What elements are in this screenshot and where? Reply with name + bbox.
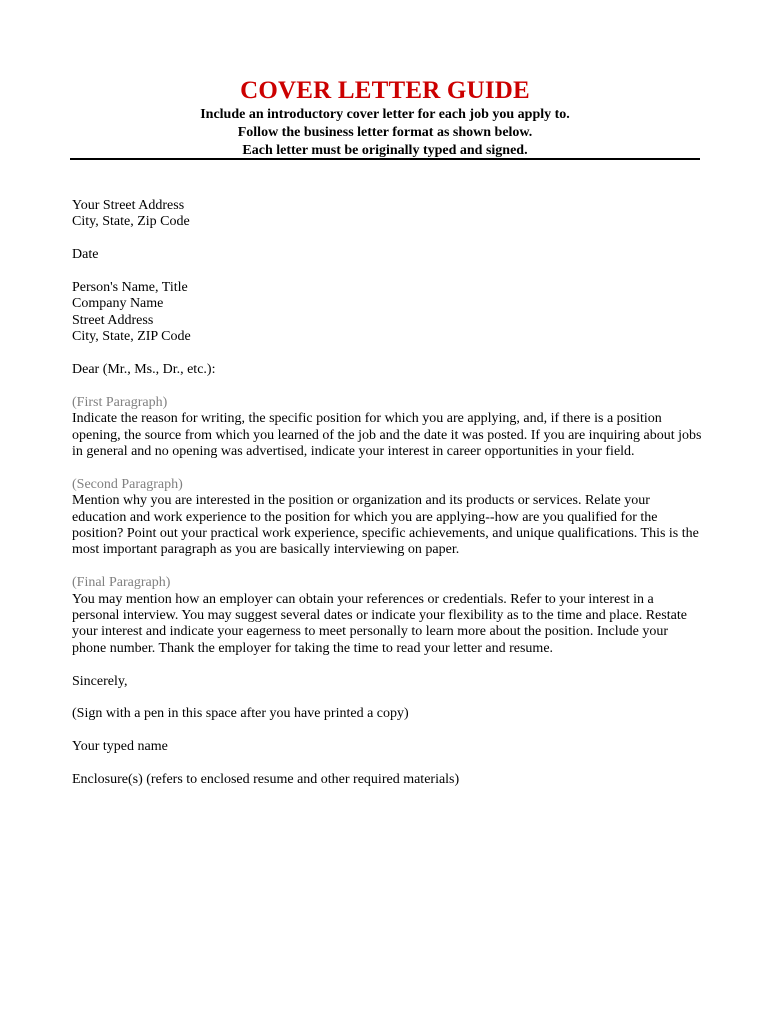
paragraph-line: Indicate the reason for writing, the specific position for which you are applying, and, if there is a position — [72, 411, 662, 427]
paragraph-line: in general and no opening was advertised, indicate your interest in career opportunities in your field. — [72, 444, 635, 460]
sender-city-state-zip: City, State, Zip Code — [72, 214, 190, 230]
paragraph-line: your interest and indicate your eagerness to meet personally to learn more about the position. Include your — [72, 624, 668, 640]
salutation — [72, 362, 702, 378]
second-paragraph-label: (Second Paragraph) — [72, 476, 183, 492]
subtitle-line-1: Include an introductory cover letter for each job you apply to. — [200, 107, 570, 122]
closing — [72, 674, 702, 690]
final-paragraph — [72, 575, 702, 657]
document-title: COVER LETTER GUIDE — [240, 77, 530, 104]
letter-date — [72, 247, 702, 263]
recipient-city-state-zip: City, State, ZIP Code — [72, 329, 191, 345]
document-header — [70, 76, 700, 160]
first-paragraph — [72, 395, 702, 461]
paragraph-line: position? Point out your practical work experience, specific achievements, and unique qualifications. This is the — [72, 526, 699, 542]
sender-street: Your Street Address — [72, 198, 185, 213]
recipient-company: Company Name — [72, 296, 164, 312]
typed-name-text: Your typed name — [72, 739, 168, 755]
paragraph-line: opening, the source from which you learned of the job and the date it was posted. If you are inquiring about jobs — [72, 427, 702, 443]
paragraph-line: You may mention how an employer can obtain your references or credentials. Refer to your interest in a — [72, 591, 654, 607]
paragraph-line: most important paragraph as you are basically interviewing on paper. — [72, 542, 460, 558]
paragraph-line: Mention why you are interested in the position or organization and its products or services. Relate your — [72, 493, 650, 509]
paragraph-line: education and work experience to the position for which you are applying--how are you qualified for the — [72, 509, 658, 525]
subtitle-line-2: Follow the business letter format as shown below. — [237, 125, 533, 140]
recipient-address — [72, 280, 702, 346]
enclosure-text: Enclosure(s) (refers to enclosed resume and other required materials) — [72, 772, 460, 788]
paragraph-line: personal interview. You may suggest several dates or indicate your flexibility as to the time and place. Restate — [72, 608, 687, 624]
date-text: Date — [72, 247, 99, 263]
signature-note — [72, 706, 702, 722]
header-divider — [70, 158, 700, 160]
sender-address — [72, 198, 702, 231]
enclosure — [72, 772, 702, 788]
typed-name — [72, 739, 702, 755]
signature-note-text: (Sign with a pen in this space after you have printed a copy) — [72, 706, 409, 722]
second-paragraph — [72, 477, 702, 559]
recipient-street: Street Address — [72, 312, 154, 328]
recipient-name-title: Person's Name, Title — [72, 280, 188, 295]
salutation-text: Dear (Mr., Ms., Dr., etc.): — [72, 362, 216, 378]
closing-text: Sincerely, — [72, 673, 128, 689]
subtitle-line-3: Each letter must be originally typed and signed. — [242, 143, 528, 158]
first-paragraph-label: (First Paragraph) — [72, 394, 168, 410]
final-paragraph-label: (Final Paragraph) — [72, 575, 171, 591]
letter-body — [72, 198, 702, 805]
paragraph-line: phone number. Thank the employer for taking the time to read your letter and resume. — [72, 640, 554, 656]
